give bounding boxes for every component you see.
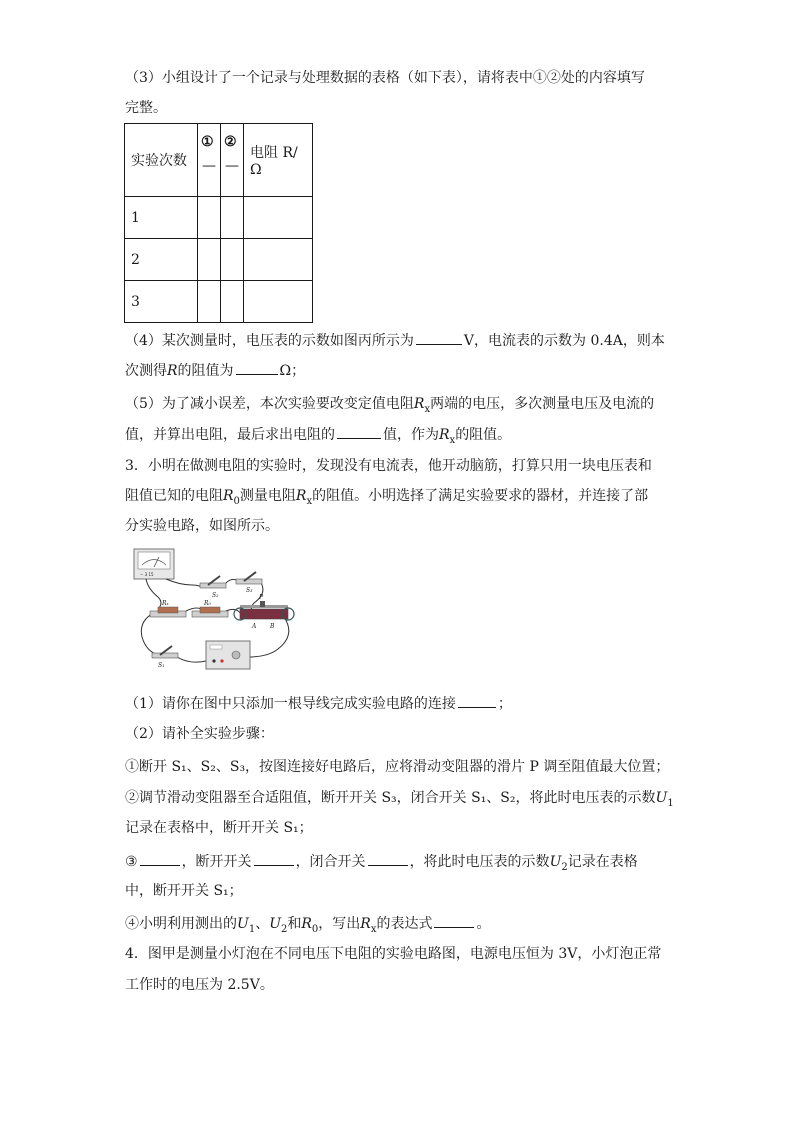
- step-1: ①断开 S₁、S₂、S₃，按图连接好电路后，应将滑动变阻器的滑片 P 调至阻值最大位置；: [125, 759, 670, 775]
- answer-blank[interactable]: [434, 913, 474, 928]
- switch-s3-icon: [236, 572, 262, 584]
- label-rx: Rₓ: [162, 600, 169, 607]
- answer-blank[interactable]: [254, 851, 294, 866]
- label-s2: S₂: [212, 592, 219, 599]
- table-row: [125, 197, 313, 239]
- blank-2-dash: —: [225, 158, 239, 174]
- answer-blank[interactable]: [416, 330, 462, 345]
- answer-blank[interactable]: [140, 851, 180, 866]
- q3-part3-line1: （3）小组设计了一个记录与处理数据的表格（如下表），请将表中①②处的内容填写: [125, 70, 645, 86]
- voltmeter-ticks: − 3 15: [140, 572, 154, 577]
- header-resistance: 电阻 R/Ω: [244, 124, 313, 197]
- circuit-figure: [128, 545, 308, 680]
- rheostat-icon: [234, 601, 294, 620]
- table-row: [125, 281, 313, 323]
- record-table: [124, 123, 313, 323]
- row-number: 1: [125, 197, 198, 239]
- q5-line2: 工作时的电压为 2.5V。: [125, 977, 274, 993]
- row-number: 3: [125, 281, 198, 323]
- q3-part3-line2: 完整。: [125, 100, 167, 116]
- q4-line1: 3．小明在做测电阻的实验时，发现没有电流表，他开动脑筋，打算只用一块电压表和: [125, 458, 652, 474]
- step-2-line2: 记录在表格中，断开开关 S₁；: [125, 820, 313, 836]
- q3-part5-line1: （5）为了减小误差，本次实验要改变定值电阻$R_x$两端的电压，多次测量电压及电流的: [125, 396, 655, 415]
- table-row: [125, 239, 313, 281]
- step-3-line1: ③ ，断开开关 ，闭合开关 ，将此时电压表的示数$U_2$记录在表格: [125, 851, 638, 878]
- q4-line3: 分实验电路，如图所示。: [125, 518, 279, 534]
- resistor-rx-icon: [150, 607, 186, 617]
- blank-2-label: ②: [224, 134, 237, 150]
- step-4: ④小明利用测出的$U_1$、$U_2$和$R_0$，写出$R_x$的表达式 。: [125, 913, 490, 940]
- answer-blank[interactable]: [337, 424, 381, 439]
- switch-s2-icon: [200, 576, 226, 588]
- label-a: A: [252, 623, 257, 630]
- label-s3: S₃: [246, 587, 253, 594]
- step-3-line2: 中，断开开关 S₁；: [125, 883, 243, 899]
- q4-sub1: （1）请你在图中只添加一根导线完成实验电路的连接 ；: [125, 693, 512, 714]
- q4-line2: 阻值已知的电阻$R_0$测量电阻$R_x$的阻值。小明选择了满足实验要求的器材，并连接了部: [125, 488, 649, 507]
- answer-blank[interactable]: [236, 360, 278, 375]
- switch-s1-icon: [152, 646, 178, 658]
- step-2-line1: ②调节滑动变阻器至合适阻值，断开开关 S₃，闭合开关 S₁、S₂，将此时电压表的示数$U_1$: [125, 790, 674, 809]
- blank-1-label: ①: [201, 134, 214, 150]
- answer-blank[interactable]: [368, 851, 408, 866]
- q5-line1: 4．图甲是测量小灯泡在不同电压下电阻的实验电路图，电源电压恒为 3V，小灯泡正常: [125, 946, 662, 962]
- header-trial-count: 实验次数: [125, 124, 198, 197]
- answer-blank[interactable]: [458, 693, 496, 708]
- label-p: P: [259, 594, 264, 601]
- label-r0: R₀: [204, 600, 211, 607]
- label-b: B: [270, 623, 275, 630]
- power-supply-icon: [206, 641, 250, 669]
- q3-part4-line2: 次测得R的阻值为 Ω；: [125, 360, 305, 381]
- label-s1: S₁: [158, 662, 165, 669]
- blank-1-dash: —: [202, 158, 216, 174]
- row-number: 2: [125, 239, 198, 281]
- q4-sub2: （2）请补全实验步骤：: [125, 726, 274, 742]
- header-blank-1: [198, 124, 221, 197]
- table-header-row: [125, 124, 313, 197]
- voltmeter-icon: [134, 549, 174, 579]
- header-blank-2: [221, 124, 244, 197]
- q3-part4-line1: （4）某次测量时，电压表的示数如图丙所示为 V，电流表的示数为 0.4A，则本: [125, 330, 665, 351]
- q3-part5-line2: 值，并算出电阻，最后求出电阻的 值，作为$R_x$的阻值。: [125, 424, 511, 451]
